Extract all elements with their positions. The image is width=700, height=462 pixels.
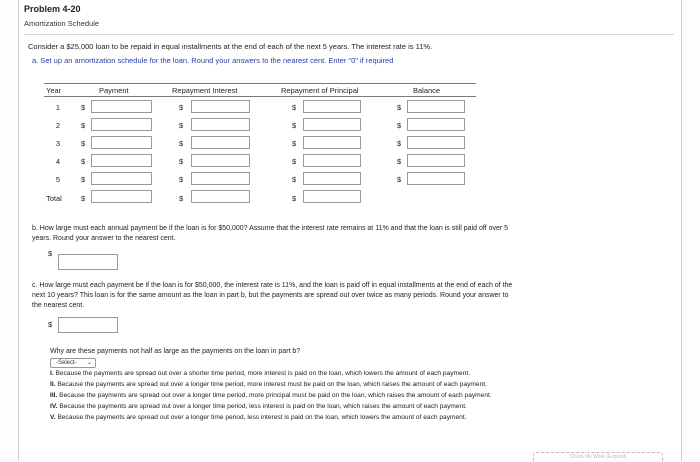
header-year: Year xyxy=(46,86,62,95)
problem-prompt: Consider a $25,000 loan to be repaid in equal installments at the end of each of the next 5 years. The interest rate is 11%. xyxy=(28,42,433,51)
dollar-sign: $ xyxy=(81,175,86,184)
table-header-divider xyxy=(44,96,476,97)
part-c-line-3: the nearest cent. xyxy=(32,302,85,309)
part-a-text: a. Set up an amortization schedule for the loan. Round your answers to the nearest cent. Enter "0" if required xyxy=(32,56,394,65)
part-b-answer-input[interactable] xyxy=(58,254,118,270)
part-c-question xyxy=(32,281,672,311)
option-v xyxy=(50,414,467,421)
dollar-sign: $ xyxy=(179,175,184,184)
dollar-sign: $ xyxy=(179,121,184,130)
principal-input-year-1[interactable] xyxy=(303,100,361,113)
dollar-sign: $ xyxy=(81,139,86,148)
part-c-line-2: next 10 years? This loan is for the same amount as the loan in part b, but the payments are spread out over twice as many periods. Round your answer to xyxy=(32,292,509,299)
dollar-sign: $ xyxy=(81,103,86,112)
dollar-sign: $ xyxy=(81,121,86,130)
header-balance: Balance xyxy=(413,86,441,95)
dollar-sign: $ xyxy=(179,103,184,112)
balance-input-year-3[interactable] xyxy=(407,136,465,149)
option-text: Because the payments are spread out over a longer time period, less interest is paid on the loan, which lowers the amount of each payment. xyxy=(57,414,467,421)
balance-input-year-2[interactable] xyxy=(407,118,465,131)
row-year: 3 xyxy=(55,139,60,148)
problem-title: Problem 4-20 xyxy=(24,4,81,14)
option-number: IV. xyxy=(50,403,58,410)
dollar-sign: $ xyxy=(292,139,297,148)
balance-input-year-4[interactable] xyxy=(407,154,465,167)
interest-input-year-2[interactable] xyxy=(191,118,250,131)
part-b-question xyxy=(32,224,672,244)
payment-input-total[interactable] xyxy=(91,190,152,203)
principal-input-total[interactable] xyxy=(303,190,361,203)
interest-input-year-3[interactable] xyxy=(191,136,250,149)
row-year: 1 xyxy=(55,103,60,112)
row-year: 5 xyxy=(55,175,60,184)
part-c-line-1: c. How large must each payment be if the loan is for $50,000, the interest rate is 11%, and the loan is paid off in equal installments at the end of each of the xyxy=(32,282,513,289)
dollar-sign: $ xyxy=(48,249,53,258)
dollar-sign: $ xyxy=(179,139,184,148)
row-total-label: Total xyxy=(46,194,62,203)
option-number: II. xyxy=(50,381,56,388)
balance-input-year-1[interactable] xyxy=(407,100,465,113)
principal-input-year-4[interactable] xyxy=(303,154,361,167)
divider xyxy=(24,34,674,35)
option-i xyxy=(50,370,470,377)
interest-input-total[interactable] xyxy=(191,190,250,203)
dollar-sign: $ xyxy=(292,121,297,130)
chevron-down-icon: ⌄ xyxy=(86,360,92,366)
interest-input-year-5[interactable] xyxy=(191,172,250,185)
part-c-answer-input[interactable] xyxy=(58,317,118,333)
dollar-sign: $ xyxy=(81,194,86,203)
row-year: 2 xyxy=(55,121,60,130)
dollar-sign: $ xyxy=(81,157,86,166)
dollar-sign: $ xyxy=(292,103,297,112)
part-a-instructions xyxy=(32,56,393,65)
dollar-sign: $ xyxy=(292,157,297,166)
dollar-sign: $ xyxy=(397,157,402,166)
header-payment: Payment xyxy=(99,86,129,95)
dollar-sign: $ xyxy=(397,139,402,148)
option-number: III. xyxy=(50,392,58,399)
dollar-sign: $ xyxy=(397,103,402,112)
principal-input-year-5[interactable] xyxy=(303,172,361,185)
row-year: 4 xyxy=(55,157,60,166)
option-text: Because the payments are spread out over a shorter time period, more interest is paid on the loan, which lowers the amount of each payment. xyxy=(55,370,471,377)
problem-subtitle: Amortization Schedule xyxy=(24,19,100,28)
check-my-work-button[interactable]: Check My Work (Expired) xyxy=(533,452,663,462)
option-iii xyxy=(50,392,492,399)
option-ii xyxy=(50,381,487,388)
option-text: Because the payments are spread out over a longer time period, more principal must be paid on the loan, which raises the amount of each payment. xyxy=(59,392,492,399)
option-text: Because the payments are spread out over a longer time period, more interest must be paid on the loan, which raises the amount of each payment. xyxy=(57,381,487,388)
option-number: I. xyxy=(50,370,54,377)
principal-input-year-3[interactable] xyxy=(303,136,361,149)
part-b-line-1: b. How large must each annual payment be if the loan is for $50,000? Assume that the interest rate remains at 11% and that the loan is still paid off over 5 xyxy=(32,225,509,232)
dollar-sign: $ xyxy=(48,320,53,329)
interest-input-year-1[interactable] xyxy=(191,100,250,113)
option-iv xyxy=(50,403,467,410)
header-repayment-interest: Repayment Interest xyxy=(172,86,238,95)
option-number: V. xyxy=(50,414,56,421)
payment-input-year-3[interactable] xyxy=(91,136,152,149)
payment-input-year-2[interactable] xyxy=(91,118,152,131)
dollar-sign: $ xyxy=(292,194,297,203)
balance-input-year-5[interactable] xyxy=(407,172,465,185)
interest-input-year-4[interactable] xyxy=(191,154,250,167)
dollar-sign: $ xyxy=(179,194,184,203)
payment-input-year-4[interactable] xyxy=(91,154,152,167)
payment-input-year-1[interactable] xyxy=(91,100,152,113)
dollar-sign: $ xyxy=(292,175,297,184)
dollar-sign: $ xyxy=(397,121,402,130)
part-b-line-2: years. Round your answer to the nearest cent. xyxy=(32,235,176,242)
why-select-dropdown[interactable] xyxy=(50,358,96,368)
why-question: Why are these payments not half as large as the payments on the loan in part b? xyxy=(50,348,301,355)
option-text: Because the payments are spread out over a longer time period, less interest is paid on the loan, which raises the amount of each payment. xyxy=(59,403,467,410)
dollar-sign: $ xyxy=(179,157,184,166)
select-value: -Select- xyxy=(56,360,77,366)
dollar-sign: $ xyxy=(397,175,402,184)
principal-input-year-2[interactable] xyxy=(303,118,361,131)
header-repayment-principal: Repayment of Principal xyxy=(281,86,359,95)
payment-input-year-5[interactable] xyxy=(91,172,152,185)
